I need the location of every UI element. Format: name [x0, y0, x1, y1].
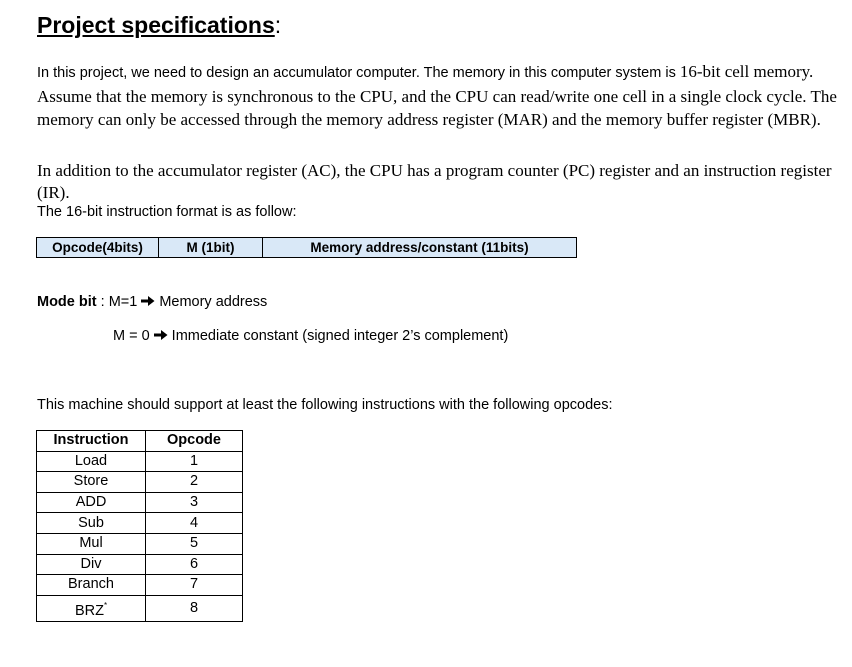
intro-serif-text: 16-bit cell memory. Assume that the memory is synchronous to the CPU, and the CPU can read/write one cell in a single clock cycle. The memory can only be accessed through the memory address register (MAR) and the memory buffer register (MBR).	[37, 62, 837, 129]
format-field-mode: M (1bit)	[159, 238, 263, 257]
mode-bit-m0: M = 0	[113, 328, 150, 344]
mode-bit-m1-meaning: Memory address	[159, 294, 268, 310]
format-intro-line: The 16-bit instruction format is as follow:	[37, 204, 297, 220]
table-row	[37, 595, 243, 621]
format-field-opcode: Opcode(4bits)	[37, 238, 159, 257]
support-text: This machine should support at least the following instructions with the following opcodes:	[37, 397, 613, 413]
opcode-cell: 7	[146, 575, 243, 596]
instruction-cell: Sub	[37, 513, 146, 534]
heading-title: Project specifications	[37, 12, 275, 38]
registers-paragraph: In addition to the accumulator register (AC), the CPU has a program counter (PC) register and an instruction register (IR).	[37, 161, 832, 202]
table-header-row	[37, 431, 243, 452]
mode-bit-m1: : M=1	[96, 294, 138, 310]
mode-bit-line-1	[37, 294, 267, 310]
mode-bit-line-2	[113, 328, 508, 344]
table-row	[37, 472, 243, 493]
opcode-cell: 1	[146, 451, 243, 472]
opcode-cell: 8	[146, 595, 243, 621]
table-row	[37, 554, 243, 575]
instruction-name: BRZ	[74, 602, 104, 619]
instruction-format-diagram	[36, 237, 577, 258]
opcode-table	[36, 430, 243, 622]
page-heading	[37, 12, 281, 39]
table-row	[37, 492, 243, 513]
instruction-cell: Mul	[37, 533, 146, 554]
instruction-cell	[37, 595, 146, 621]
mode-bit-label: Mode bit	[37, 294, 97, 310]
opcode-cell: 5	[146, 533, 243, 554]
heading-colon: :	[274, 12, 282, 38]
table-row	[37, 451, 243, 472]
opcode-cell: 4	[146, 513, 243, 534]
mode-bit-m0-meaning: Immediate constant (signed integer 2’s complement)	[171, 328, 509, 344]
intro-paragraph	[37, 60, 845, 131]
right-arrow-icon	[141, 295, 155, 307]
instruction-cell: Branch	[37, 575, 146, 596]
right-arrow-icon	[154, 329, 168, 341]
format-field-address: Memory address/constant (11bits)	[310, 240, 529, 255]
table-row	[37, 513, 243, 534]
opcode-cell: 2	[146, 472, 243, 493]
table-row	[37, 575, 243, 596]
instruction-cell: ADD	[37, 492, 146, 513]
table-row	[37, 533, 243, 554]
footnote-marker: *	[103, 600, 108, 610]
header-opcode: Opcode	[146, 431, 243, 452]
instruction-cell: Store	[37, 472, 146, 493]
intro-sans-text: In this project, we need to design an accumulator computer. The memory in this computer system is	[37, 65, 680, 81]
opcode-cell: 6	[146, 554, 243, 575]
instruction-cell: Div	[37, 554, 146, 575]
header-instruction: Instruction	[37, 431, 146, 452]
opcode-cell: 3	[146, 492, 243, 513]
instruction-cell: Load	[37, 451, 146, 472]
